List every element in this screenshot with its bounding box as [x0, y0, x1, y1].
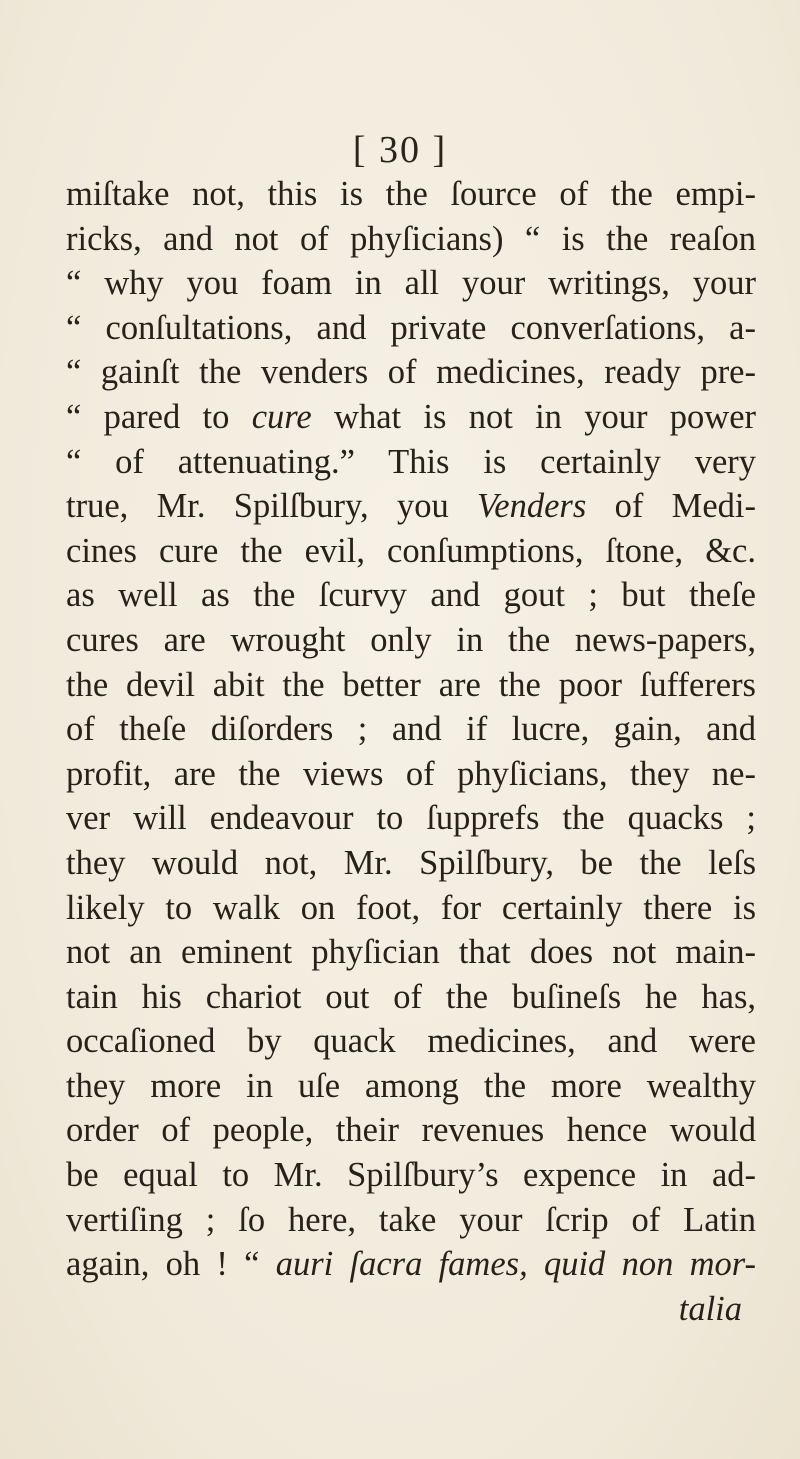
body-text — [66, 172, 756, 1331]
text-line-12: the devil abit the better are the poor ſufferers — [66, 665, 756, 704]
text-line-23: be equal to Mr. Spilſbury’s expence in ad- — [66, 1156, 756, 1195]
text-line-2: ricks, and not of phyſicians) “ is the reaſon — [66, 219, 756, 258]
text-line-6 — [66, 395, 756, 440]
text-line-15: ver will endeavour to ſupprefs the quacks ; — [66, 799, 756, 838]
text-line-13: of theſe diſorders ; and if lucre, gain, and — [66, 710, 756, 749]
text-line-4: “ conſultations, and private converſations, a- — [66, 308, 756, 347]
page-number-header: [ 30 ] — [352, 129, 448, 171]
italic-latin-quote: auri ſacra fames, quid non mor- — [275, 1245, 756, 1284]
catchword-text: talia — [678, 1289, 742, 1328]
text-line-17: likely to walk on foot, for certainly there is — [66, 888, 756, 927]
text-line-22: order of people, their revenues hence would — [66, 1111, 756, 1150]
text-line-1: miſtake not, this is the ſource of the empi- — [66, 175, 756, 213]
text-line-5: “ gainſt the venders of medicines, ready pre- — [66, 353, 756, 392]
text-line-3: “ why you foam in all your writings, your — [66, 264, 756, 303]
text-line-16: they would not, Mr. Spilſbury, be the leſs — [66, 843, 756, 882]
text-line-24: vertiſing ; ſo here, take your ſcrip of Latin — [66, 1200, 756, 1239]
line-8-end: of Medi- — [586, 487, 756, 526]
catchword — [66, 1287, 756, 1332]
italic-cure: cure — [251, 397, 312, 436]
text-line-19: tain his chariot out of the buſineſs he has, — [66, 977, 756, 1016]
italic-venders: Venders — [477, 487, 587, 526]
line-25-start: again, oh ! “ — [66, 1245, 276, 1284]
text-line-21: they more in uſe among the more wealthy — [66, 1066, 756, 1105]
text-line-9: cines cure the evil, conſumptions, ſtone, &c. — [66, 531, 756, 570]
line-6-end: what is not in your power — [311, 397, 757, 436]
line-6-start: “ pared to — [66, 397, 252, 436]
line-8-start: true, Mr. Spilſbury, you — [66, 487, 478, 526]
text-line-10: as well as the ſcurvy and gout ; but theſe — [66, 576, 756, 615]
text-line-8 — [66, 484, 756, 529]
text-line-18: not an eminent phyſician that does not main- — [66, 933, 756, 972]
text-line-14: profit, are the views of phyſicians, they ne- — [66, 754, 756, 793]
text-line-25 — [66, 1242, 756, 1287]
text-line-20: occaſioned by quack medicines, and were — [66, 1022, 756, 1061]
text-line-7: “ of attenuating.” This is certainly very — [66, 442, 756, 481]
text-line-11: cures are wrought only in the news-papers, — [66, 620, 756, 659]
